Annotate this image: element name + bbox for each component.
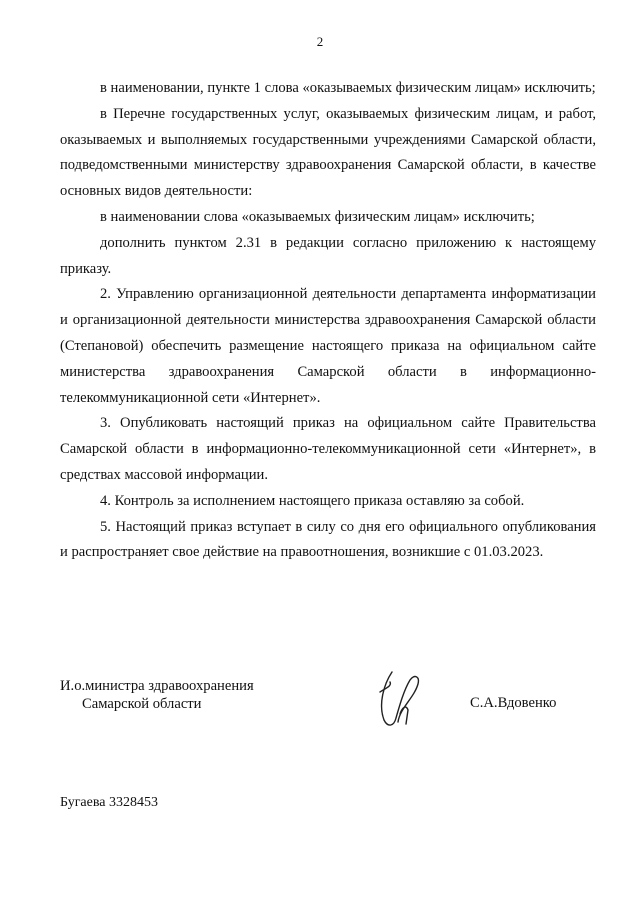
signatory-title-line-2: Самарской области: [82, 696, 202, 712]
paragraph-7: 4. Контроль за исполнением настоящего приказа оставляю за собой.: [100, 492, 525, 509]
paragraph-5: 2. Управлению организационной деятельности департамента информатизации и организационной деятельности министерства здравоохранения Самарской области (Степановой) обеспечить размещение настоящего приказа на официальном сайте министерства здравоохранения Самарской области в информационно-телекоммуникационной сети «Интернет».: [60, 286, 596, 406]
paragraph-8: 5. Настоящий приказ вступает в силу со дня его официального опубликования и распространяет свое действие на правоотношения, возникшие с 01.03.2023.: [60, 518, 596, 561]
signatory-title-line-1: И.о.министра здравоохранения: [60, 678, 254, 694]
signatory-title: [60, 677, 254, 713]
handwritten-signature: [370, 664, 430, 734]
paragraph-1: в наименовании, пункте 1 слова «оказываемых физическим лицам» исключить;: [100, 80, 596, 96]
paragraph-6: 3. Опубликовать настоящий приказ на официальном сайте Правительства Самарской области в информационно-телекоммуникационной сети «Интернет», в средствах массовой информации.: [60, 415, 596, 483]
paragraph-2: в Перечне государственных услуг, оказываемых физическим лицам, и работ, оказываемых и выполняемых государственными учреждениями Самарской области, подведомственными министерству здравоохранения Самарской области, в качестве основных видов деятельности:: [60, 105, 596, 200]
signer-name: С.А.Вдовенко: [470, 695, 557, 711]
page-number: 2: [316, 34, 324, 49]
document-body: [60, 76, 596, 566]
paragraph-4: дополнить пунктом 2.31 в редакции согласно приложению к настоящему приказу.: [60, 234, 596, 277]
paragraph-3: в наименовании слова «оказываемых физическим лицам» исключить;: [100, 208, 535, 225]
executor-contact: Бугаева 3328453: [60, 795, 158, 810]
